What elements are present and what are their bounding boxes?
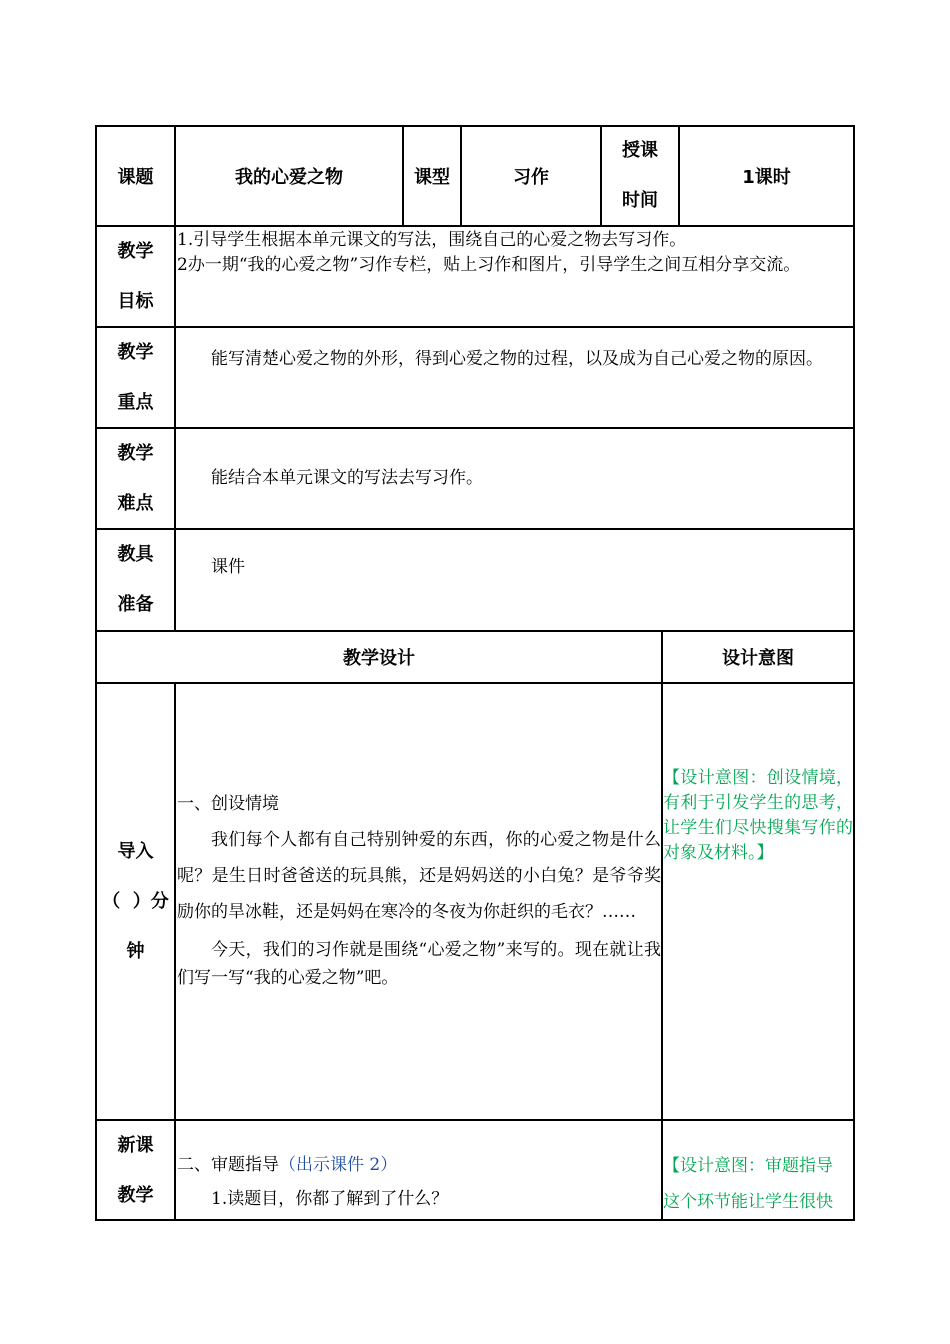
new-lesson-label-line2: 教学 bbox=[117, 1184, 154, 1206]
col-divider bbox=[661, 630, 663, 1221]
intro-paragraph-1: 我们每个人都有自己特别钟爱的东西，你的心爱之物是什么呢？是生日时爸爸送的玩具熊，还是妈妈送的小白兔？是爷爷奖励你的旱冰鞋，还是妈妈在寒冷的冬夜为你赶织的毛衣？…… bbox=[177, 830, 661, 922]
time-label-line2: 时间 bbox=[622, 190, 658, 211]
row-divider bbox=[95, 326, 855, 328]
new-lesson-heading bbox=[177, 1148, 661, 1182]
row-divider bbox=[95, 225, 855, 227]
difficulties-paragraph: 能结合本单元课文的写法去写习作。 bbox=[211, 468, 483, 488]
table-border-left bbox=[95, 125, 97, 1221]
tools-text bbox=[177, 555, 853, 585]
intro-heading: 一、创设情境 bbox=[177, 794, 279, 814]
col-divider bbox=[460, 125, 462, 226]
row-divider bbox=[95, 682, 855, 684]
row-divider bbox=[95, 630, 855, 632]
topic-value: 我的心爱之物 bbox=[235, 167, 343, 188]
col-divider bbox=[600, 125, 602, 226]
intro-label-line3: 钟 bbox=[126, 940, 145, 962]
goals-text bbox=[177, 228, 853, 325]
new-lesson-intent-line2: 这个环节能让学生很快 bbox=[663, 1192, 833, 1212]
new-lesson-content bbox=[177, 1148, 661, 1218]
row-divider bbox=[95, 427, 855, 429]
table-border-top bbox=[95, 125, 855, 127]
goals-line-1: 1.引导学生根据本单元课文的写法，围绕自己的心爱之物去写习作。 bbox=[177, 230, 687, 250]
topic-label: 课题 bbox=[117, 167, 154, 188]
new-lesson-label-line1: 新课 bbox=[117, 1134, 154, 1156]
time-label bbox=[601, 126, 679, 226]
intro-label-line1: 导入 bbox=[117, 840, 154, 862]
type-label: 课型 bbox=[414, 167, 450, 188]
row-divider bbox=[95, 1119, 855, 1121]
col-divider bbox=[174, 125, 176, 631]
type-value: 习作 bbox=[513, 167, 549, 188]
difficulties-label bbox=[96, 428, 175, 529]
key-points-label-line1: 教学 bbox=[117, 341, 154, 363]
tools-label bbox=[96, 529, 175, 631]
table-border-right bbox=[853, 125, 855, 1221]
tools-label-line2: 准备 bbox=[117, 594, 154, 615]
col-divider bbox=[678, 125, 680, 226]
time-label-line1: 授课 bbox=[622, 140, 658, 161]
new-lesson-item-1: 1.读题目，你都了解到了什么？ bbox=[211, 1189, 449, 1209]
table-border-bottom bbox=[95, 1219, 855, 1221]
intro-label bbox=[96, 683, 175, 1120]
difficulties-text bbox=[177, 466, 853, 496]
intro-label-line2: （ ）分 bbox=[102, 890, 169, 912]
goals-label bbox=[96, 226, 175, 327]
col-divider bbox=[174, 682, 176, 1221]
goals-label-line2: 目标 bbox=[117, 290, 154, 312]
tools-label-line1: 教具 bbox=[117, 544, 154, 565]
col-divider bbox=[402, 125, 404, 226]
design-header-right: 设计意图 bbox=[722, 648, 794, 669]
key-points-label bbox=[96, 327, 175, 428]
intro-intent: 【设计意图：创设情境，有利于引发学生的思考，让学生们尽快搜集写作的对象及材料。】 bbox=[663, 768, 853, 863]
new-lesson-intent-line1: 【设计意图：审题指导 bbox=[663, 1156, 833, 1176]
key-points-text bbox=[177, 340, 853, 420]
difficulties-label-line1: 教学 bbox=[117, 442, 154, 464]
intro-paragraph-2: 今天，我们的习作就是围绕“心爱之物”来写的。现在就让我们写一写“我的心爱之物”吧。 bbox=[177, 940, 661, 988]
new-lesson-intent bbox=[663, 1148, 854, 1218]
goals-line-2: 2办一期“我的心爱之物”习作专栏，贴上习作和图片，引导学生之间互相分享交流。 bbox=[177, 255, 801, 275]
difficulties-label-line2: 难点 bbox=[117, 492, 154, 514]
key-points-paragraph: 能写清楚心爱之物的外形，得到心爱之物的过程，以及成为自己心爱之物的原因。 bbox=[211, 349, 823, 369]
key-points-label-line2: 重点 bbox=[117, 391, 154, 413]
design-header-left: 教学设计 bbox=[343, 648, 415, 669]
tools-paragraph: 课件 bbox=[211, 557, 245, 577]
new-lesson-heading-text: 二、审题指导 bbox=[177, 1155, 279, 1175]
row-divider bbox=[95, 528, 855, 530]
goals-label-line1: 教学 bbox=[117, 240, 154, 262]
time-value: 1课时 bbox=[742, 167, 791, 188]
new-lesson-label bbox=[96, 1120, 175, 1221]
intro-content bbox=[177, 786, 661, 1026]
new-lesson-heading-note: （出示课件 2） bbox=[279, 1155, 398, 1175]
